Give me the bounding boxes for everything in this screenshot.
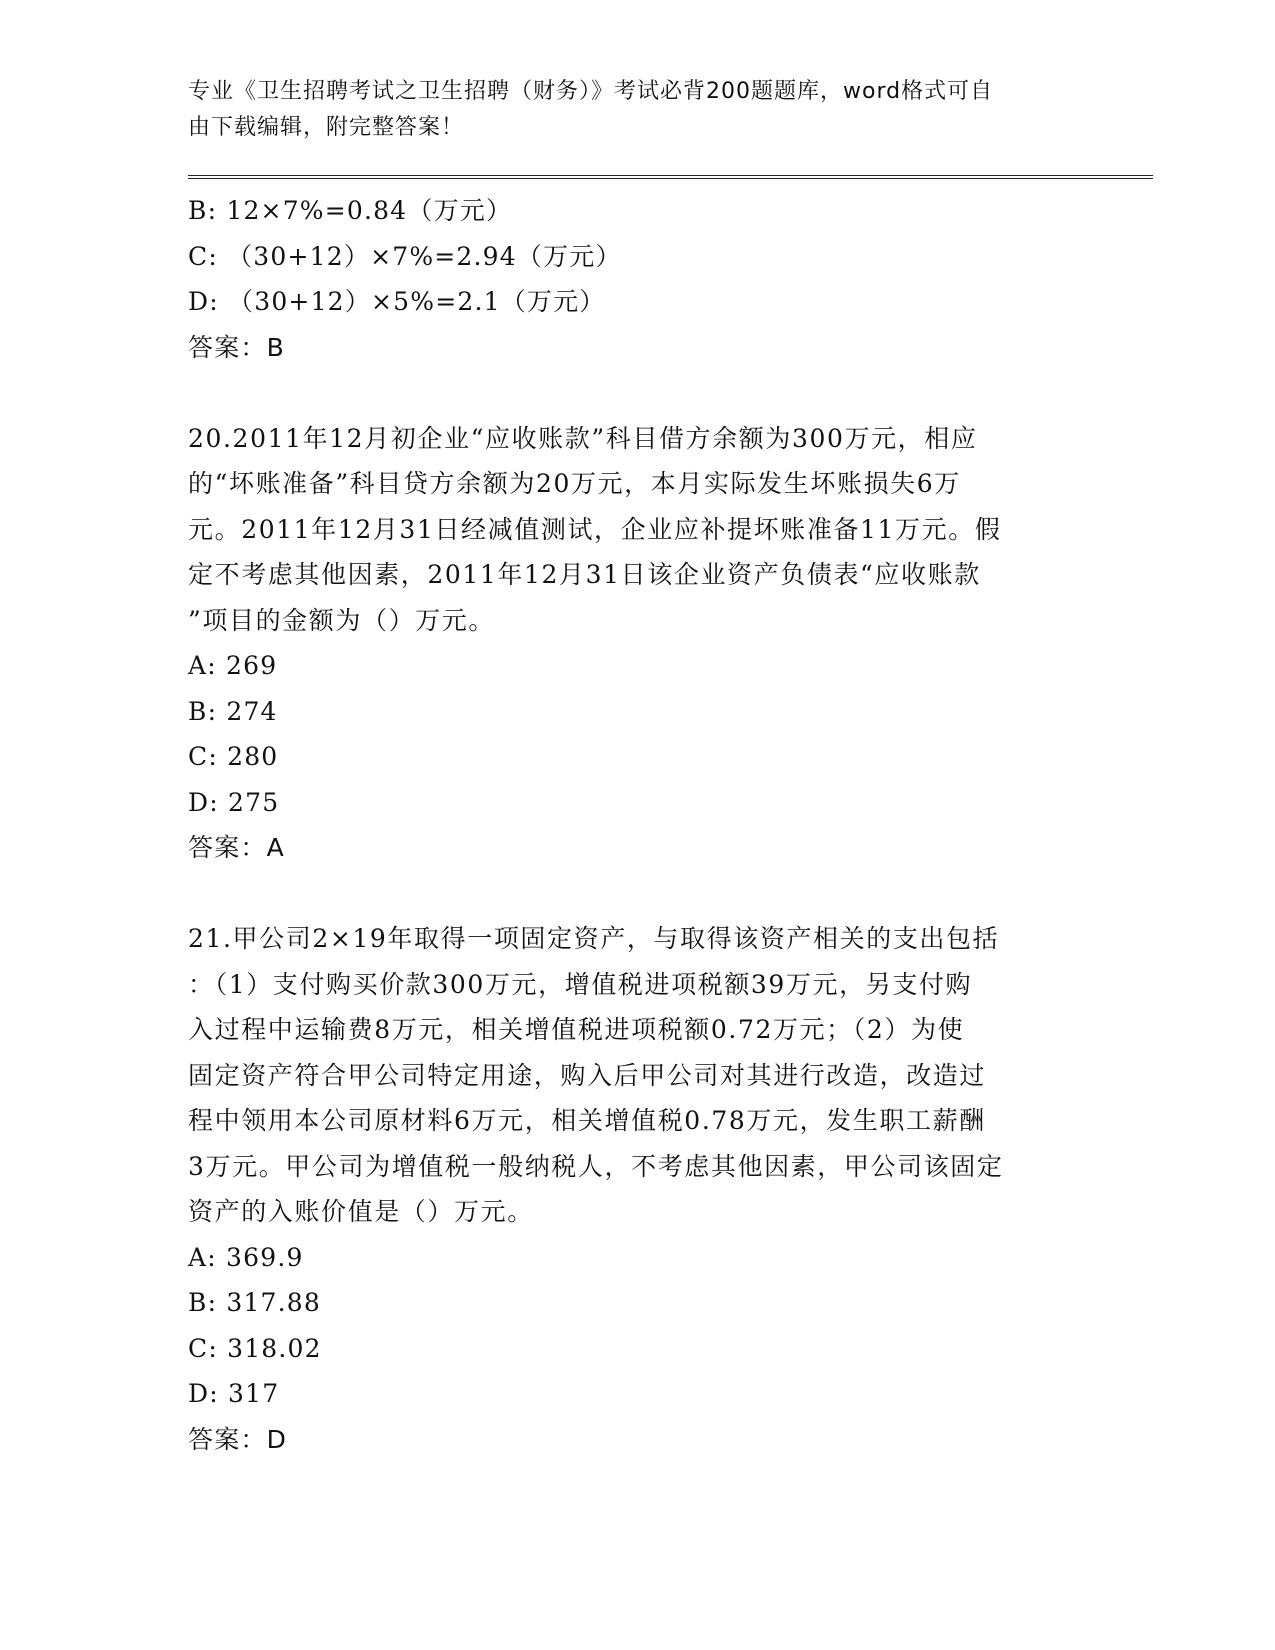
prev-question xyxy=(188,188,1088,370)
option-b: B: 274 xyxy=(188,696,278,726)
header-divider xyxy=(188,175,1153,179)
document-header xyxy=(188,74,1068,146)
question-20 xyxy=(188,416,1088,871)
question-text xyxy=(188,916,1088,1235)
option-d: D: 317 xyxy=(188,1379,280,1408)
header-title-line-1: 专业《卫生招聘考试之卫生招聘（财务）》考试必背200题题库，word格式可自 xyxy=(188,79,994,104)
question-line: 21.甲公司2×19年取得一项固定资产，与取得该资产相关的支出包括 xyxy=(188,924,1000,953)
question-line: 资产的入账价值是（）万元。 xyxy=(188,1197,534,1226)
option-a: A: 369.9 xyxy=(188,1242,304,1272)
option-c: C: （30+12）×7%=2.94（万元） xyxy=(188,241,622,271)
option-c: C: 280 xyxy=(188,742,279,771)
question-line: 入过程中运输费8万元，相关增值税进项税额0.72万元；（2）为使 xyxy=(188,1015,965,1044)
answer-label: 答案：B xyxy=(188,332,285,362)
question-line: 20.2011年12月初企业“应收账款”科目借方余额为300万元，相应 xyxy=(188,423,978,453)
option-b: B: 12×7%=0.84（万元） xyxy=(188,196,513,225)
spacer xyxy=(188,370,1088,416)
option-b: B: 317.88 xyxy=(188,1288,322,1317)
document-body xyxy=(188,188,1088,1462)
question-21 xyxy=(188,916,1088,1462)
question-line: 的“坏账准备”科目贷方余额为20万元，本月实际发生坏账损失6万 xyxy=(188,469,961,498)
header-title-line-2: 由下载编辑，附完整答案！ xyxy=(188,115,465,140)
option-d: D: （30+12）×5%=2.1（万元） xyxy=(188,287,606,316)
question-text xyxy=(188,416,1088,644)
question-line: ”项目的金额为（）万元。 xyxy=(188,605,495,635)
answer-label: 答案：D xyxy=(188,1424,288,1454)
question-line: ：（1）支付购买价款300万元，增值税进项税额39万元，另支付购 xyxy=(188,969,973,999)
spacer xyxy=(188,871,1088,917)
question-line: 元。2011年12月31日经减值测试，企业应补提坏账准备11万元。假 xyxy=(188,514,1002,544)
question-line: 3万元。甲公司为增值税一般纳税人，不考虑其他因素，甲公司该固定 xyxy=(188,1151,1004,1181)
option-a: A: 269 xyxy=(188,651,278,680)
option-d: D: 275 xyxy=(188,787,280,817)
answer-label: 答案：A xyxy=(188,833,285,862)
option-c: C: 318.02 xyxy=(188,1333,322,1363)
question-line: 固定资产符合甲公司特定用途，购入后甲公司对其进行改造，改造过 xyxy=(188,1060,987,1090)
question-line: 定不考虑其他因素，2011年12月31日该企业资产负债表“应收账款 xyxy=(188,560,981,589)
question-line: 程中领用本公司原材料6万元，相关增值税0.78万元，发生职工薪酬 xyxy=(188,1106,986,1135)
